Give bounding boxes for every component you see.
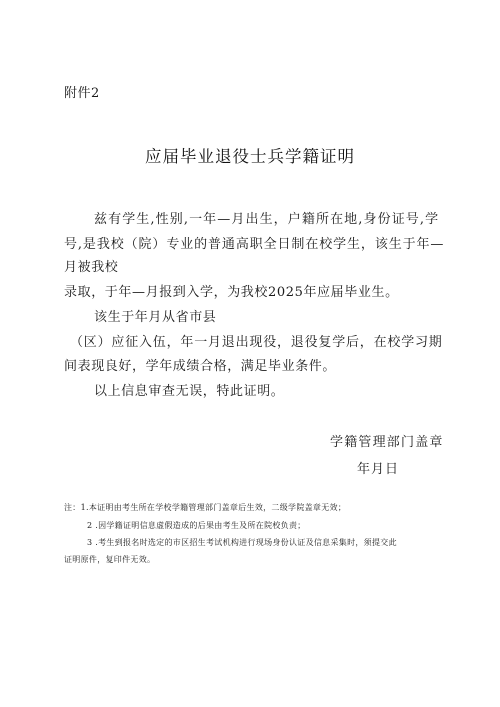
note-2: 2 .因学籍证明信息虚假造成的后果由考生及所在院校负责； <box>87 521 306 530</box>
note-4: 证明原件，复印件无效。 <box>64 555 156 564</box>
body-line-8: 以上信息审查无误，特此证明。 <box>94 384 285 399</box>
attachment-label: 附件2 <box>64 86 100 101</box>
note-3: 3 .考生到报名时选定的市区招生考试机构进行现场身份认证及信息采集时，须提交此 <box>87 538 397 547</box>
body-line-7: 间表现良好，学年成绩合格，满足毕业条件。 <box>64 359 337 374</box>
document-title: 应届毕业退役士兵学籍证明 <box>145 147 355 166</box>
date-label: 年月日 <box>357 462 400 477</box>
note-1: 注：1.本证明由考生所在学校学籍管理部门盖章后生效，二级学院盖章无效； <box>64 503 347 512</box>
body-line-1: 兹有学生,性别,一年—月出生，户籍所在地,身份证号,学 <box>94 212 440 227</box>
seal-label: 学籍管理部门盖章 <box>330 435 444 450</box>
body-line-4: 录取，于年—月报到入学，为我校2025年应届毕业生。 <box>64 285 399 300</box>
body-line-6: （区）应征入伍，年一月退出现役，退役复学后，在校学习期 <box>70 335 443 350</box>
body-line-2: 号,是我校（院）专业的普通高职全日制在校学生，该生于年— <box>64 237 445 252</box>
body-line-3: 月被我校 <box>64 260 119 275</box>
body-line-5: 该生于年月从省市县 <box>94 310 217 325</box>
